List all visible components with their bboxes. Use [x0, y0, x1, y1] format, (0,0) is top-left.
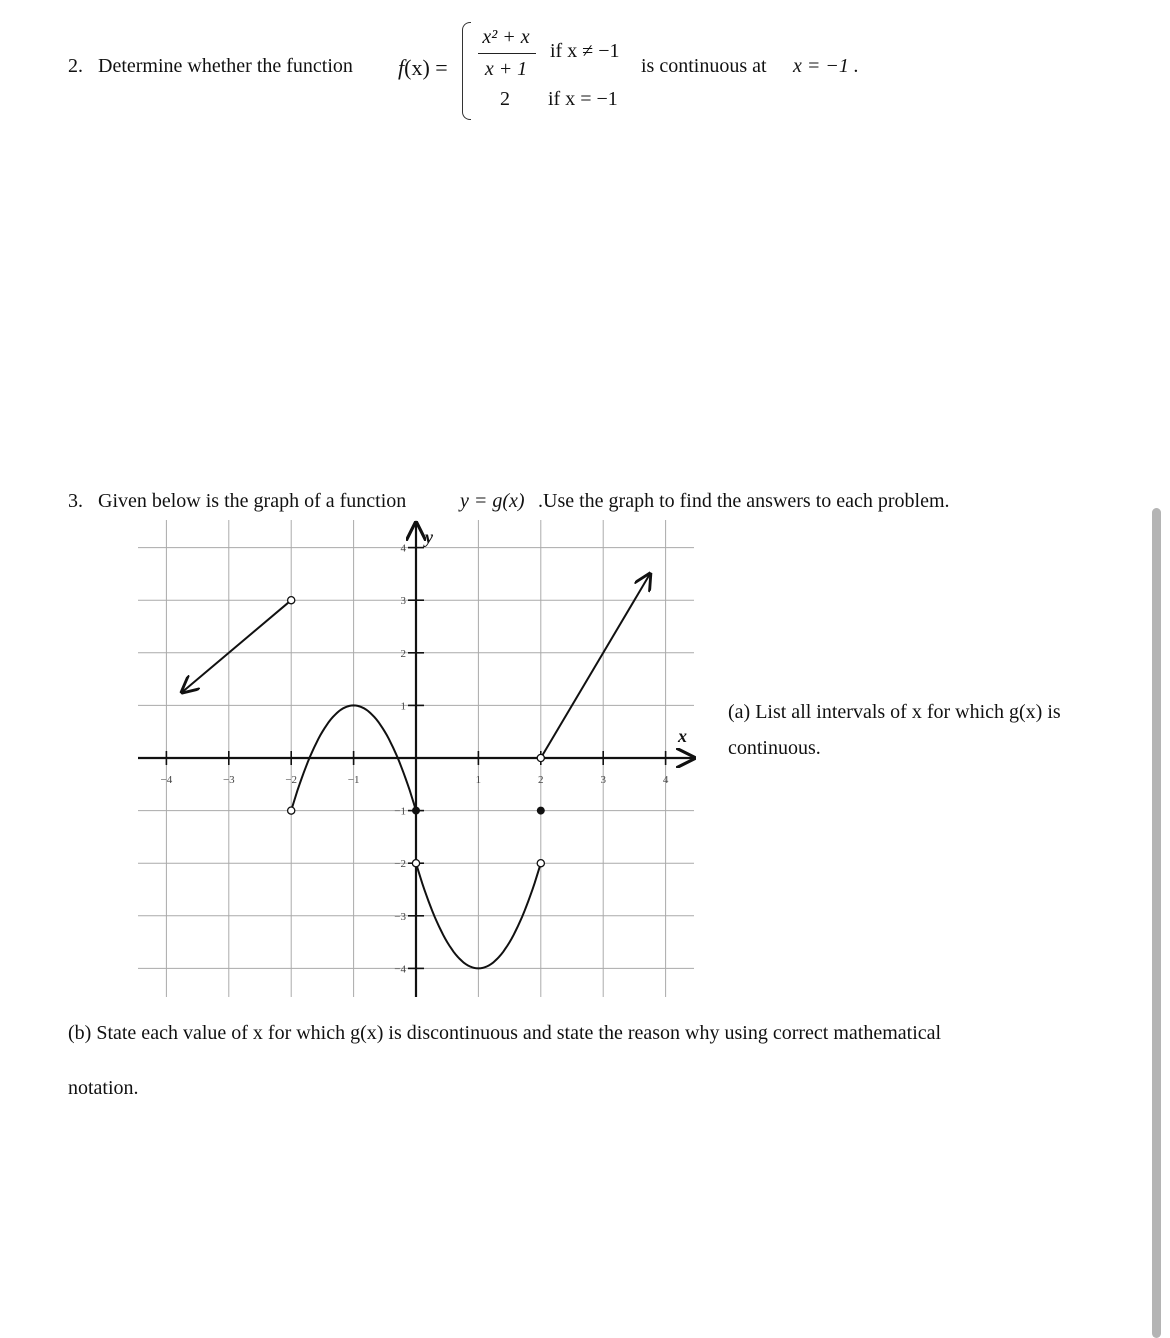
y-tick-label: −2	[394, 858, 406, 871]
y-tick-label: 2	[400, 647, 406, 660]
scrollbar[interactable]	[1152, 508, 1161, 1338]
y-tick-label: −4	[394, 963, 406, 976]
part-a-line1: (a) List all intervals of x for which g(x) is	[728, 701, 1061, 723]
x-axis-label: x	[678, 726, 687, 746]
case1-numerator: x² + x	[482, 26, 530, 48]
x-tick-label: 3	[600, 774, 606, 786]
case2-condition: if x = −1	[548, 88, 618, 110]
x-tick-label: −2	[285, 774, 298, 786]
q2-fx: (x) =	[404, 55, 448, 80]
y-tick-label: −1	[394, 805, 406, 818]
x-tick-label: −1	[347, 774, 360, 786]
part-b-line1: (b) State each value of x for which g(x) is discontinuous and state the reason why using correct mathematical	[68, 1022, 942, 1044]
x-tick-label: 1	[475, 774, 482, 786]
x-tick-label: 2	[538, 774, 544, 786]
open-point	[288, 807, 295, 814]
q2-tail-eq: x = −1 .	[793, 55, 859, 77]
closed-point	[412, 807, 420, 815]
case1-condition: if x ≠ −1	[550, 40, 620, 62]
x-tick-label: −4	[160, 774, 173, 786]
case1-denominator: x + 1	[484, 58, 528, 80]
open-point	[412, 860, 419, 867]
q2-tail: is continuous at	[641, 55, 767, 77]
q3-func: y = g(x)	[460, 490, 525, 512]
q2-text: Determine whether the function	[98, 55, 353, 77]
y-tick-label: 4	[400, 542, 406, 555]
part-a-line2: continuous.	[728, 737, 821, 759]
open-point	[537, 754, 544, 761]
open-point	[288, 597, 295, 604]
closed-point	[537, 807, 545, 815]
y-tick-label: −3	[394, 910, 406, 923]
y-tick-label: 3	[400, 595, 406, 608]
q2-fname: f	[398, 55, 405, 80]
graph-ray-3	[541, 574, 650, 758]
y-axis-label: y	[425, 527, 433, 547]
q3-number: 3.	[68, 490, 83, 512]
q2-number: 2.	[68, 55, 83, 77]
x-tick-label: 4	[662, 774, 669, 786]
y-tick-label: 1	[400, 700, 406, 713]
q3-text-b: .Use the graph to find the answers to each problem.	[538, 490, 950, 512]
x-tick-label: −3	[222, 774, 235, 786]
part-b-line2: notation.	[68, 1077, 139, 1099]
q3-text-a: Given below is the graph of a function	[98, 490, 407, 512]
graph-ray-0	[182, 600, 291, 692]
case2-value: 2	[500, 88, 510, 110]
open-point	[537, 860, 544, 867]
